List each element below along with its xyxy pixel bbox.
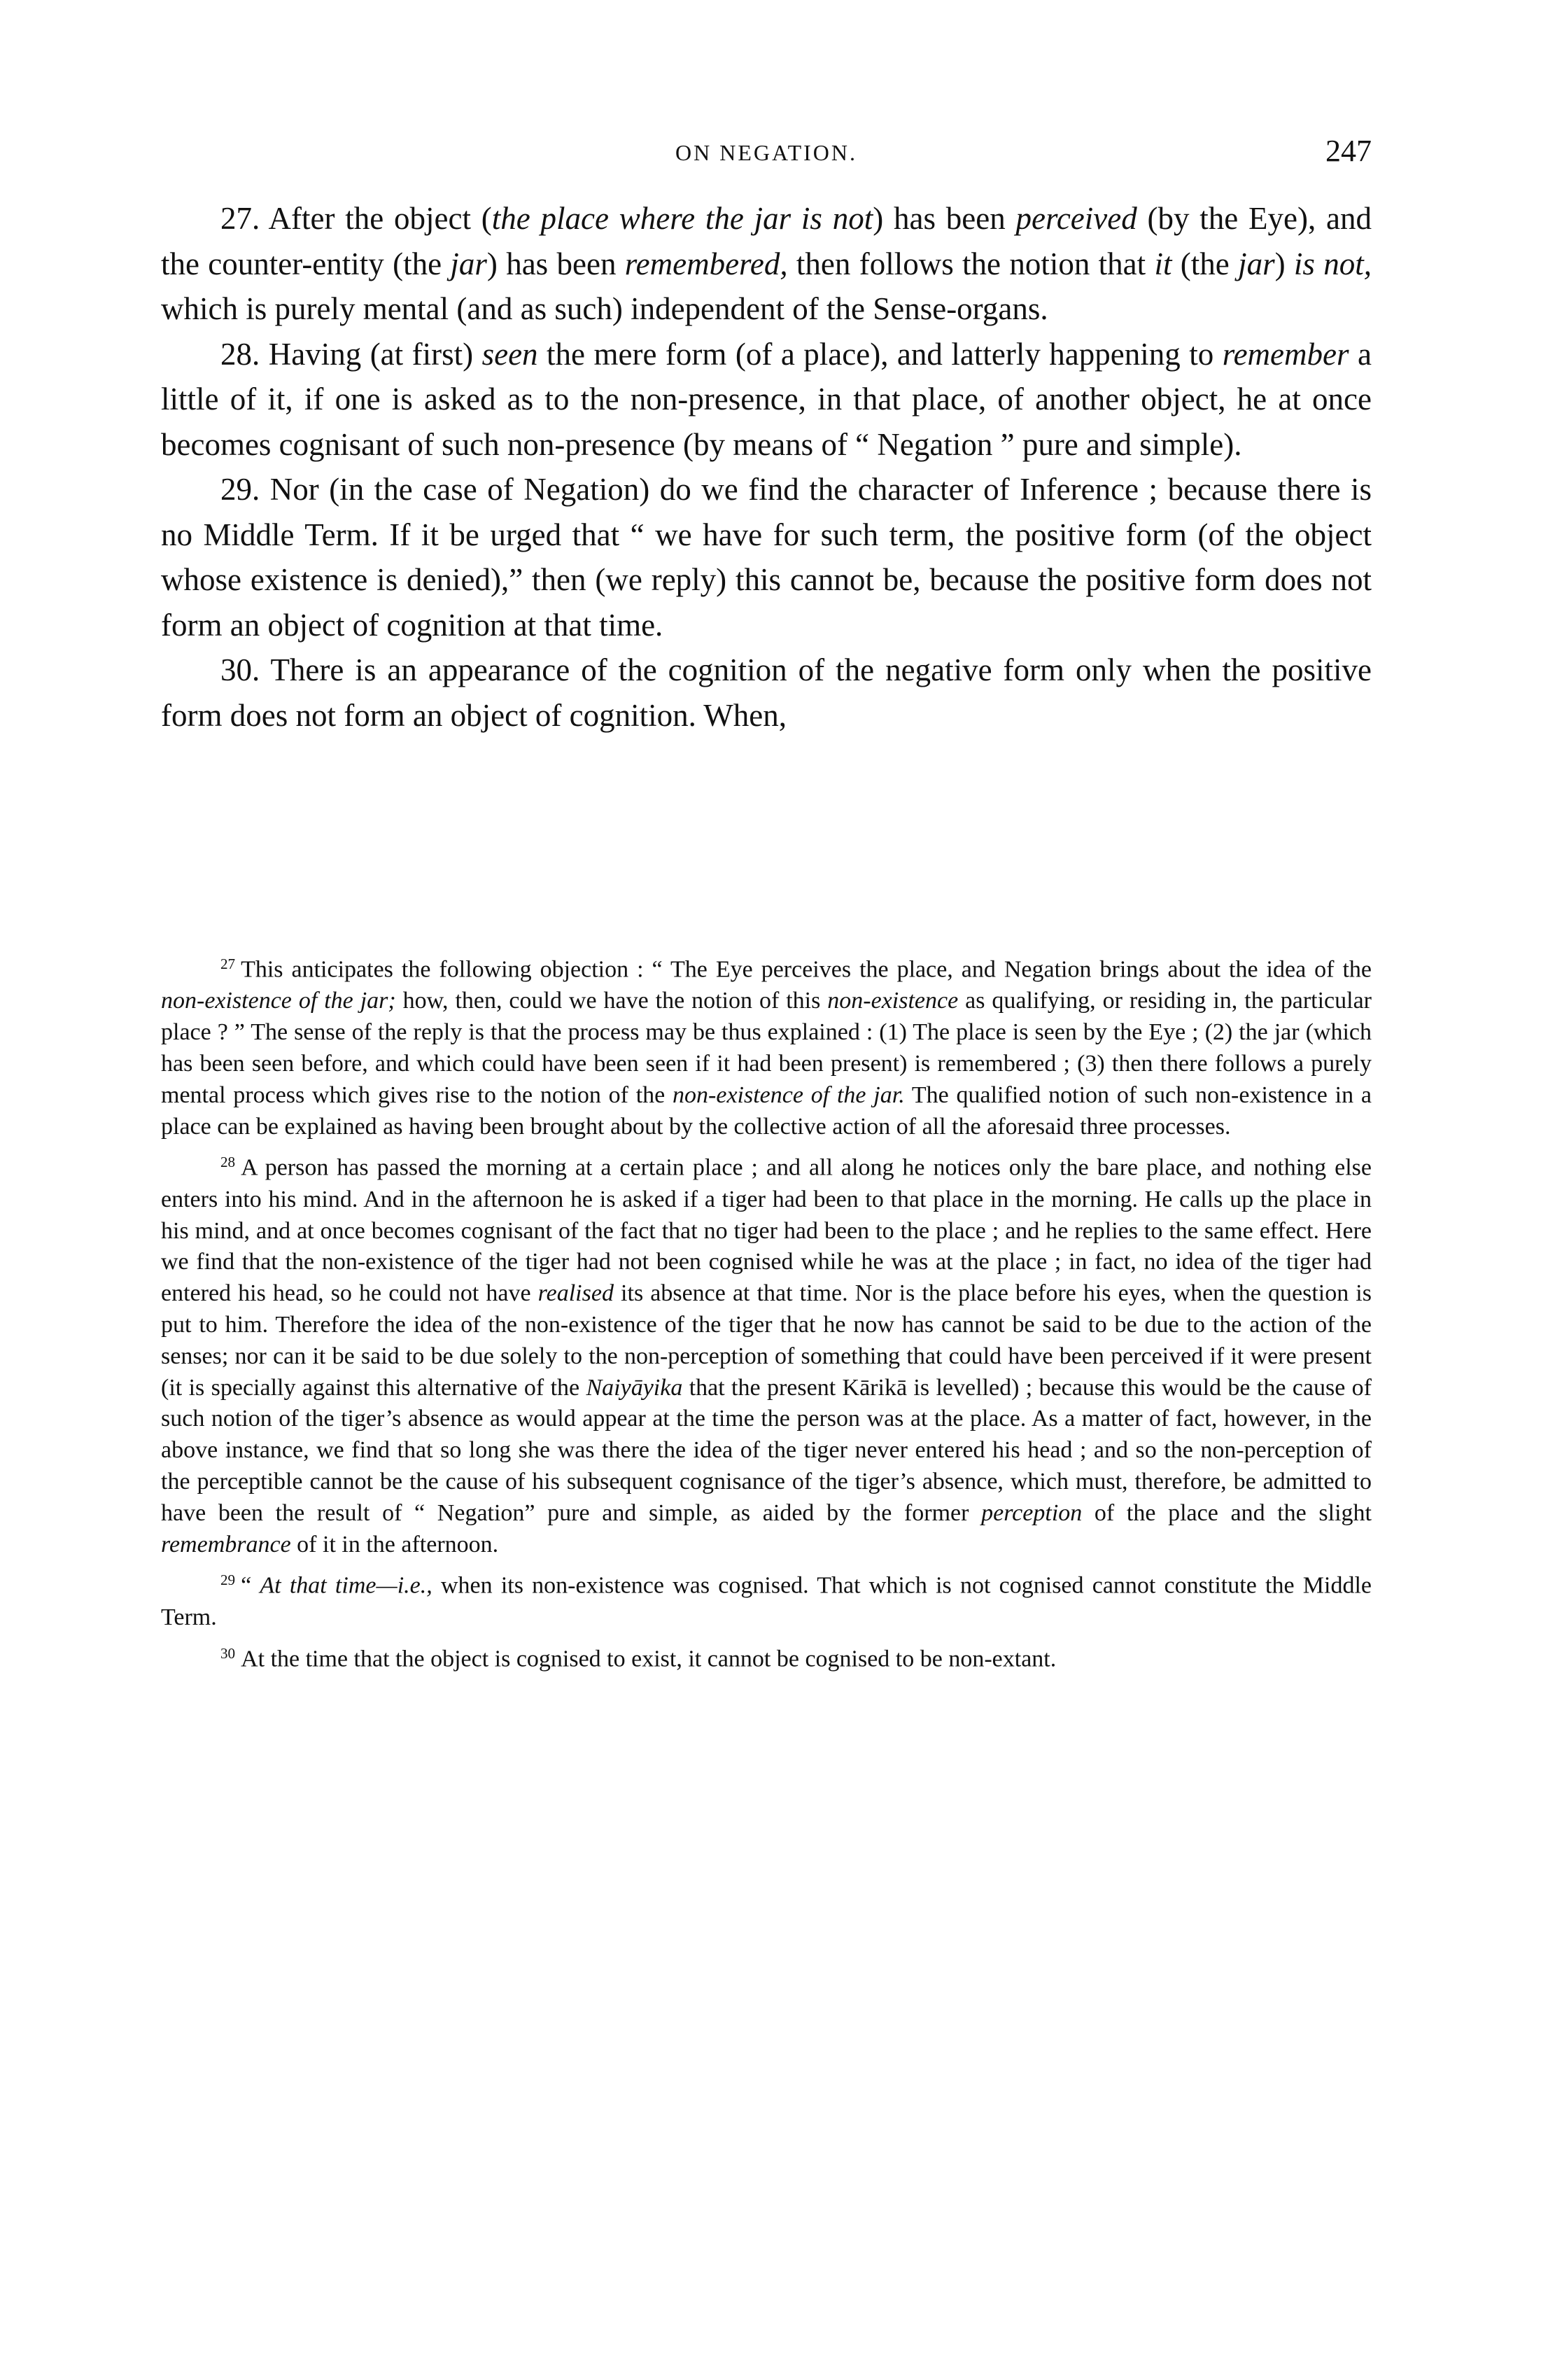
text-run: of it in the afternoon. (290, 1531, 499, 1558)
italic-text: seen (481, 336, 538, 372)
page-header (161, 133, 1372, 175)
text-run: (the (1171, 246, 1239, 281)
italic-text: remembered, (624, 246, 788, 281)
footnote-28 (161, 1147, 1372, 1560)
text-run: This anticipates the following objection : “ The Eye perceives the place, and Negation brings about the idea of the (241, 956, 1372, 983)
italic-text: perceived (1015, 201, 1137, 236)
footnote-text (161, 957, 1372, 1140)
footnote-text (241, 1646, 1056, 1672)
text-run: which is purely mental (and as such) independent of the Sense-organs. (161, 291, 1048, 326)
main-text (161, 196, 1372, 738)
footnote-30 (161, 1638, 1372, 1675)
text-run: a little of it, if one is asked as to the non-presence, in that place, of another object, he at once becomes cognisant of such non-presence (by means of “ Negation ” pure and simple). (161, 336, 1372, 462)
text-run: of the place and the slight (1082, 1499, 1372, 1526)
page-number: 247 (1325, 134, 1372, 168)
italic-text: Naiyāyika (586, 1374, 683, 1401)
text-run: the mere form (of a place), and latterly happening to (537, 336, 1223, 372)
text-run: as qualifying, or residing in, the particular place ? ” The sense of the reply is that the process may be thus explained : (1) The place is seen by the Eye ; (2) the jar (which has been seen before, and which could have been seen if it had been present) is remembered ; (3) then there follows a purely mental process which gives rise to the notion of the (161, 988, 1372, 1108)
text-run: “ (241, 1572, 260, 1599)
footnote-marker: 28 (220, 1154, 236, 1171)
text-run: then follows the notion that (787, 246, 1155, 281)
text-run: when its non-existence was cognised. That which is not cognised cannot constitute the Middle Term. (161, 1572, 1372, 1630)
italic-text: At that time—i.e., (260, 1572, 432, 1599)
footnote-text (161, 1155, 1372, 1558)
paragraph-29 (161, 467, 1372, 648)
text-run: At the time that the object is cognised to exist, it cannot be cognised to be non-extant. (241, 1646, 1057, 1672)
text-run: ) has been (873, 201, 1016, 236)
italic-text: remember (1222, 336, 1349, 372)
italic-text: non-existence of the jar. (673, 1082, 905, 1108)
paragraph-27 (161, 196, 1372, 332)
italic-text: non-existence of the jar; (161, 988, 396, 1014)
footnotes (161, 948, 1372, 1679)
italic-text: the place where the jar is not (491, 201, 873, 236)
text-run: how, then, could we have the notion of this (395, 988, 828, 1014)
text-run: 30. There is an appearance of the cognition of the negative form only when the positive form does not form an object of cognition. When, (161, 652, 1372, 733)
text-run: that the present Kārikā is levelled) ; because this would be the cause of such notion of the tiger’s absence as would appear at the time the person was at the place. As a matter of fact, however, in the above instance, we find that so long she was there the idea of the tiger never entered his head ; and so the non-perception of the perceptible cannot be the cause of his subsequent cognisance of the tiger’s absence, which must, therefore, be admitted to have been the result of “ Negation” pure and simple, as aided by the former (161, 1374, 1372, 1526)
footnote-27 (161, 948, 1372, 1142)
footnote-29 (161, 1564, 1372, 1633)
italic-text: is not, (1293, 246, 1372, 281)
text-run: 29. Nor (in the case of Negation) do we find the character of Inference ; because there is no Middle Term. If it be urged that “ we have for such term, the positive form (of the object whose existence is denied),” then (we reply) this cannot be, because the positive form does not form an object of cognition at that time. (161, 472, 1372, 643)
footnote-text (161, 1573, 1372, 1630)
text-run: The qualified notion of such non-existence in a place can be explained as having been brought about by the collective action of all the aforesaid three processes. (161, 1082, 1372, 1140)
italic-text: remembrance (161, 1531, 291, 1558)
footnote-marker: 27 (220, 955, 236, 972)
text-run: 28. Having (at first) (220, 336, 482, 372)
paragraph-30 (161, 648, 1372, 738)
text-run: 27. After the object ( (220, 201, 492, 236)
paragraph-28 (161, 332, 1372, 468)
italic-text: perception (981, 1499, 1083, 1526)
text-run: (by the Eye), and the counter-entity (the (161, 201, 1372, 281)
italic-text: non-existence (827, 988, 959, 1014)
italic-text: jar (450, 246, 487, 281)
running-title: ON NEGATION. (675, 140, 857, 165)
text-run: A person has passed the morning at a certain place ; and all along he notices only the bare place, and nothing else enters into his mind. And in the afternoon he is asked if a tiger had been to that place in the morning. He calls up the place in his mind, and at once becomes cognisant of the fact that no tiger had been to the place ; and he replies to the same effect. Here we find that the non-existence of the tiger had not been cognised while he was at the place ; in fact, no idea of the tiger had entered his head, so he could not have (161, 1154, 1372, 1307)
italic-text: it (1154, 246, 1172, 281)
footnote-marker: 30 (220, 1644, 236, 1662)
text-run: ) (1274, 246, 1294, 281)
footnote-marker: 29 (220, 1572, 236, 1589)
italic-text: realised (537, 1280, 614, 1307)
text-run: ) has been (486, 246, 625, 281)
italic-text: jar (1238, 246, 1275, 281)
text-run: its absence at that time. Nor is the place before his eyes, when the question is put to him. Therefore the idea of the non-existence of the tiger that he now has cannot be said to be due to the action of the senses; nor can it be said to be due solely to the non-perception of something that could have been perceived if it were present (it is specially against this alternative of the (161, 1280, 1372, 1401)
